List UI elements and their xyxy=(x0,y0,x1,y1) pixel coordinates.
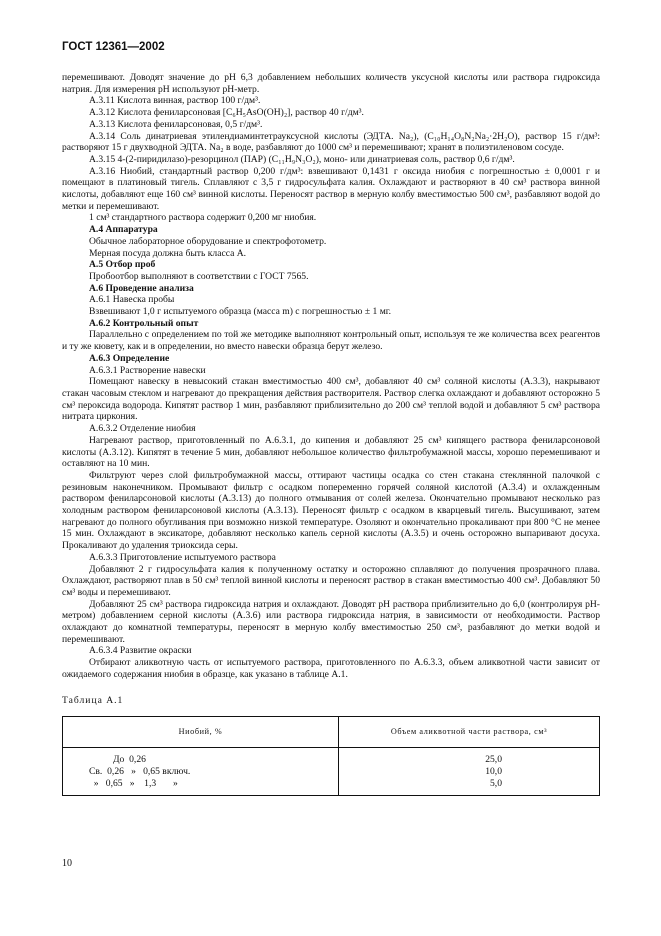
paragraph: А.3.15 4-(2-пиридилазо)-резорцинол (ПАР) (C₁₁H₉N₃O₂), моно- или динатриевая соль, раствор 0,6 г/дм³. xyxy=(89,153,515,165)
section-heading: А.6 Проведение анализа xyxy=(89,282,194,294)
section-heading: А.4 Аппаратура xyxy=(89,224,158,236)
paragraph: А.3.14 Соль динатриевая этилендиаминтетрауксусной кислоты (ЭДТА. Na₂), (C₁₀H₁₄O₈N₂Na₂·2H₂O), раствор 15 г/дм³: растворяют 15 г двухводной ЭДТА. Na₂ в воде, разбавляют до 1000 см³ и перемешивают; хранят в полиэтиленовом сосуде. xyxy=(62,130,600,154)
section-heading: А.6.2 Контрольный опыт xyxy=(89,317,199,329)
paragraph: Обычное лабораторное оборудование и спектрофотометр. xyxy=(89,235,327,247)
table-header-volume: Объем аликвотной части раствора, см³ xyxy=(339,717,600,748)
paragraph: А.6.1 Навеска пробы xyxy=(89,294,175,306)
paragraph: А.3.16 Ниобий, стандартный раствор 0,200 г/дм³: взвешивают 0,1431 г оксида ниобия с погрешностью ± 0,0001 г и помещают в платиновый тигель. Сплавляют с 3,5 г гидросульфата калия. Охлаждают и растворяют в 40 см³ раствора винной кислоты, добавляют еще 160 см³ винной кислоты. Переносят раствор в мерную колбу вместимостью 500 см³, разбавляют водой до метки и перемешивают. xyxy=(62,165,600,212)
table-volume: 10,0 xyxy=(485,765,502,777)
table-volume: 5,0 xyxy=(490,777,502,789)
paragraph: А.6.3.2 Отделение ниобия xyxy=(89,423,196,435)
table-cell-ranges xyxy=(63,748,339,796)
paragraph: А.6.3.1 Растворение навески xyxy=(89,364,206,376)
table-header-niobium: Ниобий, % xyxy=(63,717,339,748)
paragraph: Параллельно с определением по той же методике выполняют контрольный опыт, используя те же количества всех реагентов и ту же кювету, как и в определении, но вместо навески образца берут железо. xyxy=(62,329,600,353)
table-volume: 25,0 xyxy=(485,754,502,766)
paragraph: перемешивают. Доводят значение до рН 6,3 добавлением небольших количеств уксусной кислоты или раствора гидроксида натрия. Для измерения рН используют рН-метр. xyxy=(62,72,600,95)
page-number: 10 xyxy=(62,858,72,869)
document-header: ГОСТ 12361—2002 xyxy=(62,41,165,53)
paragraph: Помещают навеску в невысокий стакан вместимостью 400 см³, добавляют 40 см³ соляной кислоты (А.3.3), накрывают стакан часовым стеклом и нагревают до прекращения действия растворителя. Раствор слегка охлаждают и добавляют осторожно 5 см³ пероксида водорода. Кипятят раствор 1 мин, разбавляют приблизительно до 200 см³ теплой водой и добавляют 5 см³ раствора нитрата циркония. xyxy=(62,376,600,423)
document-body xyxy=(62,72,600,796)
table-cell-volumes xyxy=(339,748,600,796)
paragraph: Фильтруют через слой фильтробумажной массы, оттирают частицы осадка со стен стакана стеклянной палочкой с резиновым наконечником. Промывают фильтр с осадком попеременно горячей соляной кислотой (А.3.4) и охлажденным раствором фениларсоновой кислоты (А.3.13) до полного отмывания от солей железа. Окончательно промывают несколько раз холодным раствором фениларсоновой кислоты (А.3.13). Переносят фильтр с осадком в кварцевый тигель. Высушивают, затем нагревают до полного обугливания при возможно низкой температуре. Озоляют и окончательно прокаливают при 800 °С не менее 15 мин. Охлаждают в эксикаторе, добавляют несколько капель серной кислоты (А.3.5) и очень осторожно выпаривают досуха. Прокаливают до удаления триоксида серы. xyxy=(62,469,600,552)
paragraph: А.6.3.4 Развитие окраски xyxy=(89,645,192,657)
paragraph: А.3.13 Кислота фениларсоновая, 0,5 г/дм³. xyxy=(89,118,263,130)
table-a1 xyxy=(62,716,600,796)
section-heading: А.6.3 Определение xyxy=(89,352,170,364)
table-range: До 0,26 xyxy=(89,754,146,766)
table-range: Св. 0,26 » 0,65 включ. xyxy=(89,765,191,777)
paragraph: Мерная посуда должна быть класса А. xyxy=(89,247,247,259)
paragraph-list xyxy=(62,72,600,681)
section-heading: А.5 Отбор проб xyxy=(89,259,156,271)
paragraph: Добавляют 2 г гидросульфата калия к полученному остатку и осторожно сплавляют до получения прозрачного плава. Охлаждают, растворяют плав в 50 см³ теплой винной кислоты и переносят раствор в стакан вместимостью 400 см³. Добавляют 50 см³ воды и перемешивают. xyxy=(62,563,600,598)
paragraph: А.3.11 Кислота винная, раствор 100 г/дм³. xyxy=(89,95,261,107)
paragraph: Пробоотбор выполняют в соответствии с ГОСТ 7565. xyxy=(89,270,309,282)
paragraph: Отбирают аликвотную часть от испытуемого раствора, приготовленного по А.6.3.3, объем аликвотной части зависит от ожидаемого содержания ниобия в образце, как указано в таблице А.1. xyxy=(62,657,600,680)
table-caption: Таблица А.1 xyxy=(62,694,124,706)
table-range: » 0,65 » 1,3 » xyxy=(89,777,178,789)
paragraph: Добавляют 25 см³ раствора гидроксида натрия и охлаждают. Доводят рН раствора приблизительно до 6,0 (контролируя рН-метром) добавлением серной кислоты (А.3.6) или раствора гидроксида натрия, в зависимости от необходимости. Раствор охлаждают до комнатной температуры, переносят в мерную колбу вместимостью 250 см³, разбавляют до метки водой и перемешивают. xyxy=(62,598,600,645)
paragraph: Нагревают раствор, приготовленный по А.6.3.1, до кипения и добавляют 25 см³ кипящего раствора фениларсоновой кислоты (А.3.12). Кипятят в течение 5 мин, добавляют небольшое количество фильтробумажной массы, хорошо перемешивают и оставляют на 10 мин. xyxy=(62,434,600,470)
paragraph: А.3.12 Кислота фениларсоновая [C₆H₅AsO(OH)₂], раствор 40 г/дм³. xyxy=(89,107,364,119)
paragraph: 1 см³ стандартного раствора содержит 0,200 мг ниобия. xyxy=(89,212,317,224)
paragraph: А.6.3.3 Приготовление испытуемого раствора xyxy=(89,551,276,563)
paragraph: Взвешивают 1,0 г испытуемого образца (масса m) с погрешностью ± 1 мг. xyxy=(89,306,392,318)
